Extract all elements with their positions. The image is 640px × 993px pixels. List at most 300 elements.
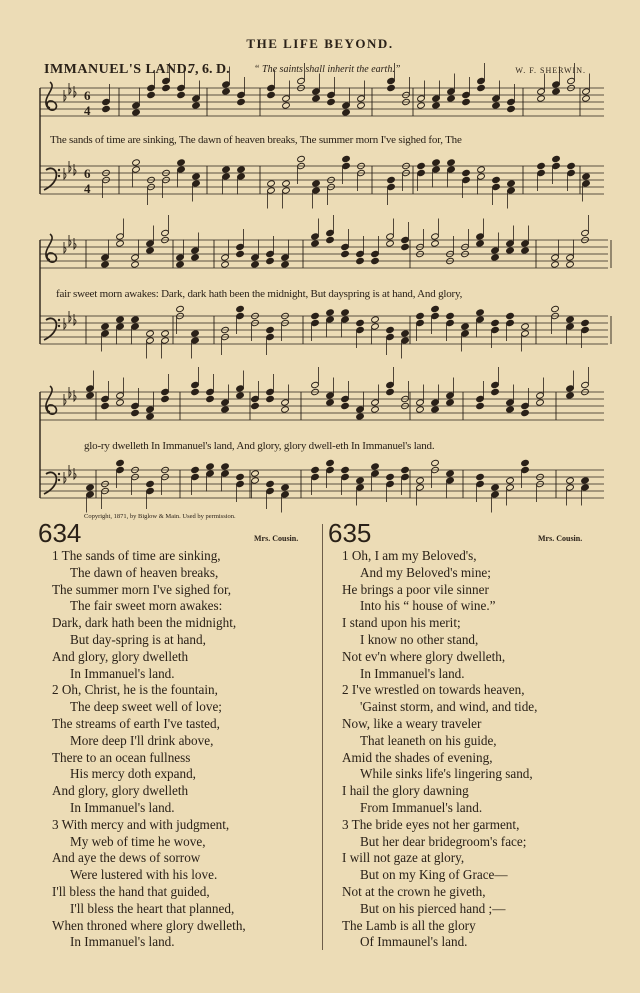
note-head [236,312,245,319]
note-head [191,381,200,388]
note-head [356,326,365,333]
note-head [506,484,515,491]
note-head [341,309,350,316]
note-head [116,392,125,399]
note-head [86,385,95,392]
verse-line: And glory, glory dwelleth [52,783,189,799]
note-head [222,173,231,180]
note-head [432,102,441,109]
note-head [491,388,500,395]
verse-line: The dawn of heaven breaks, [70,564,219,580]
verse-line: There to an ocean fullness [52,749,191,765]
note-head [447,88,456,95]
note-head [146,413,155,420]
note-head [311,381,320,388]
note-head [341,466,350,473]
note-head [237,98,246,105]
note-head [251,477,260,484]
verse-line: I will not gaze at glory, [342,850,465,866]
note-head [491,326,500,333]
note-head [132,166,141,173]
note-head [431,240,440,247]
note-head [132,102,141,109]
note-head [312,180,321,187]
note-head [401,330,410,337]
note-head [401,243,410,250]
verse-line: I'll bless the heart that planned, [70,900,235,916]
note-head [506,247,515,254]
bass-clef-dot [58,319,60,321]
hymn-number: 634 [38,518,82,548]
note-head [477,84,486,91]
note-head [191,473,200,480]
note-head [551,254,560,261]
verse-line: 'Gainst storm, and wind, and tide, [360,699,538,715]
note-head [116,316,125,323]
note-head [251,470,260,477]
note-head [326,309,335,316]
note-head [326,316,335,323]
note-head [282,187,291,194]
note-head [326,392,335,399]
note-head [506,406,515,413]
note-head [147,84,156,91]
note-head [191,330,200,337]
verse-line: In Immanuel's land. [70,934,175,950]
verse-line: 1 The sands of time are sinking, [52,548,221,563]
note-head [521,323,530,330]
note-head [221,406,230,413]
note-head [236,392,245,399]
note-head [236,480,245,487]
note-head [86,484,95,491]
flat-sign [64,318,66,329]
note-head [311,240,320,247]
verse-line: But her dear bridegroom's face; [360,833,527,849]
note-head [446,477,455,484]
note-head [507,98,516,105]
note-head [116,459,125,466]
verse-line: I hail the glory dawning [342,783,469,799]
note-head [371,323,380,330]
note-head [447,159,456,166]
note-head [476,473,485,480]
verse-line: The fair sweet morn awakes: [70,598,223,614]
note-head [146,480,155,487]
note-head [446,399,455,406]
note-head [326,459,335,466]
note-head [311,312,320,319]
note-head [491,484,500,491]
note-head [462,176,471,183]
verse-line: The streams of earth I've tasted, [52,715,220,731]
note-head [566,261,575,268]
note-head [432,159,441,166]
hymn-634 [38,518,314,950]
note-head [146,337,155,344]
note-head [386,480,395,487]
note-head [161,229,170,236]
note-head [417,95,426,102]
note-head [356,406,365,413]
verse-line: Not at the crown he giveth, [342,883,486,899]
note-head [132,159,141,166]
note-head [176,254,185,261]
note-head [102,98,111,105]
note-head [267,91,276,98]
note-head [341,395,350,402]
note-head [506,240,515,247]
note-head [371,406,380,413]
note-head [432,95,441,102]
hymn-verses [342,548,537,951]
note-head [447,166,456,173]
note-head [446,319,455,326]
note-head [356,484,365,491]
note-head [326,466,335,473]
note-head [492,95,501,102]
note-head [297,155,306,162]
note-head [537,88,546,95]
note-head [507,187,516,194]
note-head [581,477,590,484]
time-signature-bottom: 4 [84,103,91,118]
verse-line: 2 Oh, Christ, he is the fountain, [52,682,218,698]
verse-line: Now, like a weary traveler [342,715,482,731]
note-head [387,183,396,190]
note-head [581,484,590,491]
tune-name: IMMANUEL'S LAND. [44,62,192,77]
note-head [326,229,335,236]
note-head [357,95,366,102]
note-head [116,399,125,406]
flat-sign [69,387,71,398]
verse-line: And glory, glory dwelleth [52,648,189,664]
note-head [161,330,170,337]
note-head [221,463,230,470]
note-head [222,88,231,95]
note-head [476,316,485,323]
time-signature-top: 6 [84,166,91,181]
note-head [416,406,425,413]
note-head [566,385,575,392]
note-head [267,187,276,194]
verse-line: But on my King of Grace— [360,867,508,883]
note-head [206,463,215,470]
note-head [371,250,380,257]
note-head [461,323,470,330]
verse-line: In Immanuel's land. [70,665,175,681]
note-head [491,319,500,326]
note-head [131,254,140,261]
note-head [417,162,426,169]
note-head [266,395,275,402]
note-head [492,176,501,183]
note-head [566,323,575,330]
note-head [386,388,395,395]
note-head [281,254,290,261]
note-head [192,102,201,109]
note-head [327,98,336,105]
note-head [506,312,515,319]
verse-line: From Immanuel's land. [360,799,483,815]
note-head [447,95,456,102]
note-head [191,466,200,473]
note-head [281,484,290,491]
note-head [491,381,500,388]
note-head [462,169,471,176]
verse-line: My web of time he wove, [70,833,206,849]
flat-sign [69,161,71,172]
note-head [417,102,426,109]
note-head [251,402,260,409]
note-head [267,84,276,91]
note-head [371,470,380,477]
time-signature-bottom: 4 [84,181,91,196]
note-head [161,395,170,402]
note-head [206,470,215,477]
verse-line: Not ev'n where glory dwelleth, [342,648,506,664]
bass-clef-dot [58,325,60,327]
note-head [312,187,321,194]
note-head [476,309,485,316]
treble-clef [46,234,57,262]
note-head [462,98,471,105]
note-head [431,305,440,312]
note-head [386,333,395,340]
note-head [582,95,591,102]
bass-clef-dot [58,169,60,171]
note-head [506,399,515,406]
note-head [236,305,245,312]
note-head [312,88,321,95]
verse-line: In Immanuel's land. [360,665,465,681]
verse-line: In Immanuel's land. [70,799,175,815]
note-head [311,233,320,240]
note-head [341,243,350,250]
verse-line: His mercy doth expand, [70,766,196,782]
verse-line: Of Immaunel's land. [360,934,468,950]
note-head [161,388,170,395]
verse-line: More deep I'll drink above, [70,732,214,748]
note-head [431,406,440,413]
note-head [162,77,171,84]
bass-clef-dot [58,175,60,177]
verse-line: I stand upon his merit; [342,615,461,631]
note-head [387,176,396,183]
copyright-notice: Copyright, 1871, by Biglow & Main. Used by permission. [84,513,236,520]
note-head [237,173,246,180]
note-head [206,388,215,395]
note-head [191,254,200,261]
note-head [236,243,245,250]
note-head [281,399,290,406]
note-head [191,247,200,254]
tune-meter: 7, 6. D. [188,62,230,77]
note-head [521,240,530,247]
note-head [146,247,155,254]
verse-line: He brings a poor vile sinner [342,581,489,597]
note-head [476,240,485,247]
note-head [386,473,395,480]
note-head [161,337,170,344]
note-head [282,102,291,109]
verse-line: That leaneth on his guide, [360,732,497,748]
note-head [206,395,215,402]
note-head [116,233,125,240]
note-head [462,91,471,98]
note-head [401,236,410,243]
verse-line: 3 The bride eyes not her garment, [342,816,520,832]
note-head [401,466,410,473]
note-head [566,254,575,261]
note-head [567,162,576,169]
note-head [431,312,440,319]
note-head [567,77,576,84]
note-head [582,180,591,187]
note-head [537,169,546,176]
note-head [357,102,366,109]
column-divider [322,524,323,950]
note-head [492,183,501,190]
note-head [131,261,140,268]
note-head [552,88,561,95]
note-head [311,466,320,473]
note-head [552,155,561,162]
note-head [371,316,380,323]
note-head [192,180,201,187]
note-head [236,473,245,480]
note-head [536,392,545,399]
verse-line: The summer morn I've sighed for, [52,581,232,597]
note-head [311,473,320,480]
note-head [327,91,336,98]
note-head [567,169,576,176]
note-head [312,95,321,102]
verse-line: Dark, dark hath been the midnight, [52,615,237,631]
note-head [146,487,155,494]
note-head [221,254,230,261]
note-head [566,477,575,484]
note-head [267,180,276,187]
verse-line: The Lamb is all the glory [342,917,476,933]
verse-line: I know no other stand, [360,631,479,647]
note-head [146,406,155,413]
note-head [582,88,591,95]
note-head [341,402,350,409]
note-head [341,316,350,323]
note-head [581,326,590,333]
note-head [401,337,410,344]
note-head [551,261,560,268]
note-head [266,326,275,333]
note-head [221,261,230,268]
note-head [116,240,125,247]
note-head [416,399,425,406]
hymn-author: Mrs. Cousin. [538,534,583,543]
note-head [341,250,350,257]
flat-sign [64,168,66,179]
note-head [386,240,395,247]
verse-line: The deep sweet well of love; [70,699,222,715]
note-head [237,91,246,98]
note-head [446,392,455,399]
note-head [176,305,185,312]
note-head [162,84,171,91]
note-head [417,169,426,176]
note-head [266,388,275,395]
note-head [266,257,275,264]
note-head [386,326,395,333]
note-head [131,316,140,323]
note-head [131,409,140,416]
note-head [236,250,245,257]
note-head [146,330,155,337]
note-head [282,180,291,187]
note-head [371,399,380,406]
hymn-author: Mrs. Cousin. [254,534,299,543]
note-head [446,312,455,319]
verse-line: And my Beloved's mine; [360,564,491,580]
note-head [281,491,290,498]
verse-line: 3 With mercy and with judgment, [52,816,230,832]
note-head [342,155,351,162]
treble-clef [46,82,57,110]
note-head [581,319,590,326]
note-head [506,477,515,484]
treble-clef [46,386,57,414]
note-head [266,333,275,340]
note-head [86,491,95,498]
note-head [446,470,455,477]
note-head [221,399,230,406]
note-head [416,312,425,319]
note-head [537,95,546,102]
lyric-line-1: The sands of time are sinking, The dawn of heaven breaks, The summer morn I've sighed for, The [50,134,462,146]
note-head [476,395,485,402]
note-head [477,77,486,84]
note-head [416,319,425,326]
note-head [507,180,516,187]
verse-line: Were lustered with his love. [70,867,218,883]
note-head [521,459,530,466]
flat-sign [69,235,71,246]
note-head [222,166,231,173]
note-head [566,484,575,491]
bass-clef-dot [58,479,60,481]
note-head [476,233,485,240]
lyric-line-2: fair sweet morn awakes: Dark, dark hath been the midnight, But dayspring is at hand, And glory, [56,288,463,300]
note-head [282,95,291,102]
note-head [536,399,545,406]
note-head [431,233,440,240]
note-head [342,102,351,109]
note-head [492,102,501,109]
note-head [177,166,186,173]
note-head [566,316,575,323]
note-head [221,470,230,477]
note-head [281,261,290,268]
note-head [552,162,561,169]
note-head [506,319,515,326]
note-head [251,261,260,268]
verse-line: But on his pierced hand ;— [360,900,506,916]
note-head [582,173,591,180]
hymn-number: 635 [328,518,372,548]
note-head [147,91,156,98]
note-head [116,323,125,330]
note-head [476,402,485,409]
